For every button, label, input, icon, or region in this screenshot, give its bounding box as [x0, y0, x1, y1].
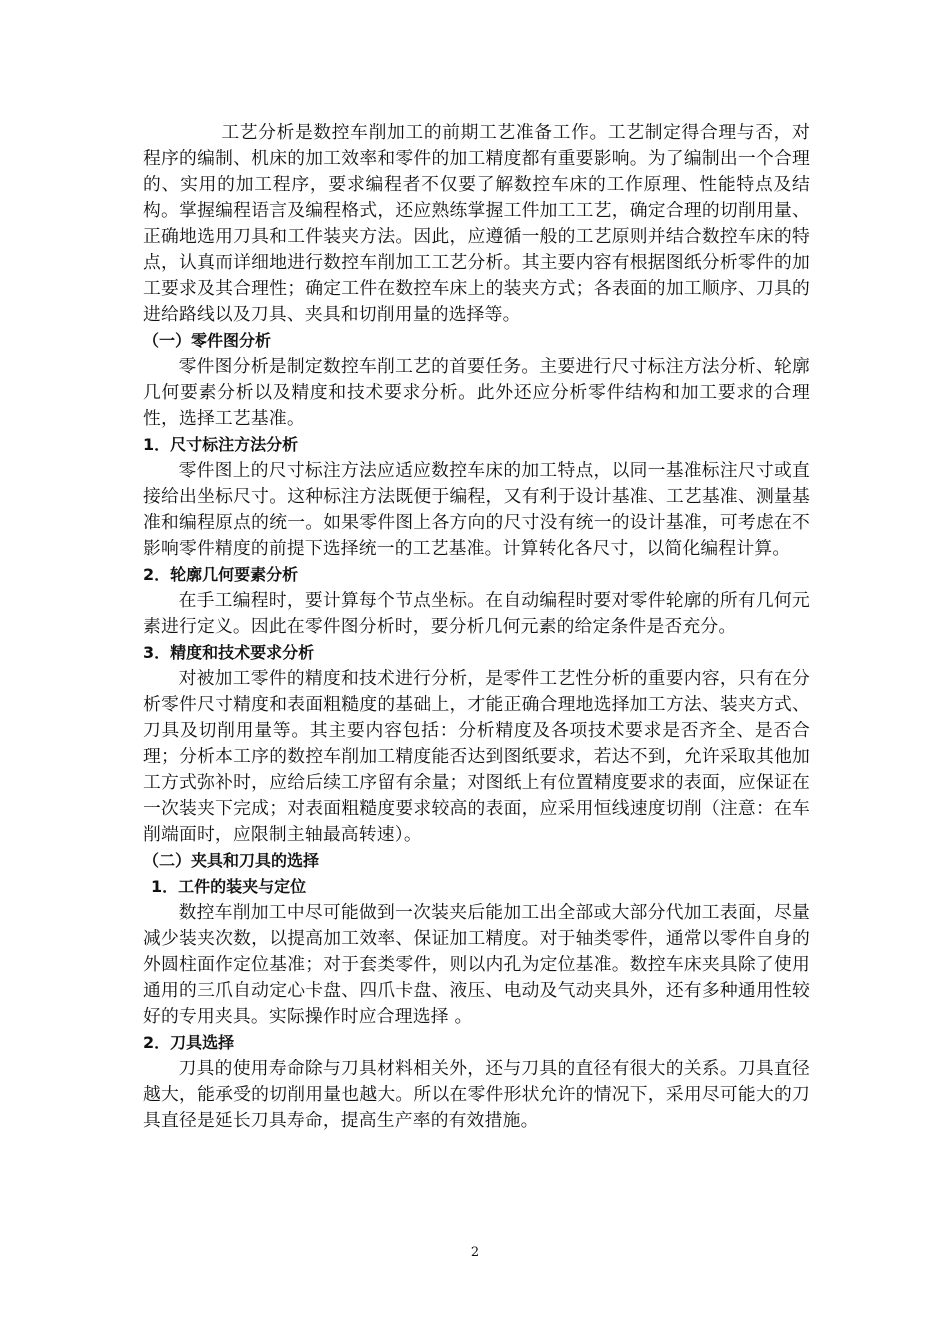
paragraph-tool-selection: 刀具的使用寿命除与刀具材料相关外，还与刀具的直径有很大的关系。刀具直径越大，能承受的切削用量也越大。所以在零件形状允许的情况下，采用尽可能大的刀具直径是延长刀具寿命，提高生产率的有效措施。 [143, 1058, 810, 1131]
intro-paragraph: 工艺分析是数控车削加工的前期工艺准备工作。工艺制定得合理与否，对程序的编制、机床的加工效率和零件的加工精度都有重要影响。为了编制出一个合理的、实用的加工程序，要求编程者不仅要了解数控车床的工作原理、性能特点及结构。掌握编程语言及编程格式，还应熟练掌握工件加工工艺，确定合理的切削用量、正确地选用刀具和工件装夹方法。因此，应遵循一般的工艺原则并结合数控车床的特点，认真而详细地进行数控车削加工工艺分析。其主要内容有根据图纸分析零件的加工要求及其合理性；确定工件在数控车床上的装夹方式；各表面的加工顺序、刀具的进给路线以及刀具、夹具和切削用量的选择等。 [143, 122, 810, 325]
section-heading-fixture-tool-selection: （二）夹具和刀具的选择 [143, 851, 320, 870]
subheading-dimension-annotation: 1．尺寸标注方法分析 [143, 435, 299, 454]
section-intro-paragraph: 零件图分析是制定数控车削工艺的首要任务。主要进行尺寸标注方法分析、轮廓几何要素分析以及精度和技术要求分析。此外还应分析零件结构和加工要求的合理性，选择工艺基准。 [143, 356, 810, 429]
subheading-contour-geometry: 2．轮廓几何要素分析 [143, 565, 299, 584]
page-number: 2 [470, 1245, 480, 1260]
paragraph-precision-requirements: 对被加工零件的精度和技术进行分析，是零件工艺性分析的重要内容，只有在分析零件尺寸精度和表面粗糙度的基础上，才能正确合理地选择加工方法、装夹方式、刀具及切削用量等。其主要内容包括：分析精度及各项技术要求是否齐全、是否合理；分析本工序的数控车削加工精度能否达到图纸要求，若达不到，允许采取其他加工方式弥补时，应给后续工序留有余量；对图纸上有位置精度要求的表面，应保证在一次装夹下完成；对表面粗糙度要求较高的表面，应采用恒线速度切削（注意：在车削端面时，应限制主轴最高转速）。 [143, 668, 810, 845]
subheading-precision-requirements: 3．精度和技术要求分析 [143, 643, 315, 662]
subheading-tool-selection: 2．刀具选择 [143, 1033, 235, 1052]
paragraph-dimension-annotation: 零件图上的尺寸标注方法应适应数控车床的加工特点，以同一基准标注尺寸或直接给出坐标尺寸。这种标注方法既便于编程，又有利于设计基准、工艺基准、测量基准和编程原点的统一。如果零件图上各方向的尺寸没有统一的设计基准，可考虑在不影响零件精度的前提下选择统一的工艺基准。计算转化各尺寸，以简化编程计算。 [143, 460, 810, 559]
paragraph-contour-geometry: 在手工编程时，要计算每个节点坐标。在自动编程时要对零件轮廓的所有几何元素进行定义。因此在零件图分析时，要分析几何元素的给定条件是否充分。 [143, 590, 810, 637]
section-heading-part-drawing-analysis: （一）零件图分析 [143, 331, 272, 350]
document-body [143, 120, 810, 1134]
paragraph-workpiece-clamping: 数控车削加工中尽可能做到一次装夹后能加工出全部或大部分代加工表面，尽量减少装夹次数，以提高加工效率、保证加工精度。对于轴类零件，通常以零件自身的外圆柱面作定位基准；对于套类零件，则以内孔为定位基准。数控车床夹具除了使用通用的三爪自动定心卡盘、四爪卡盘、液压、电动及气动夹具外，还有多种通用性较好的专用夹具。实际操作时应合理选择 。 [143, 902, 810, 1027]
subheading-workpiece-clamping: 1．工件的装夹与定位 [151, 877, 307, 896]
